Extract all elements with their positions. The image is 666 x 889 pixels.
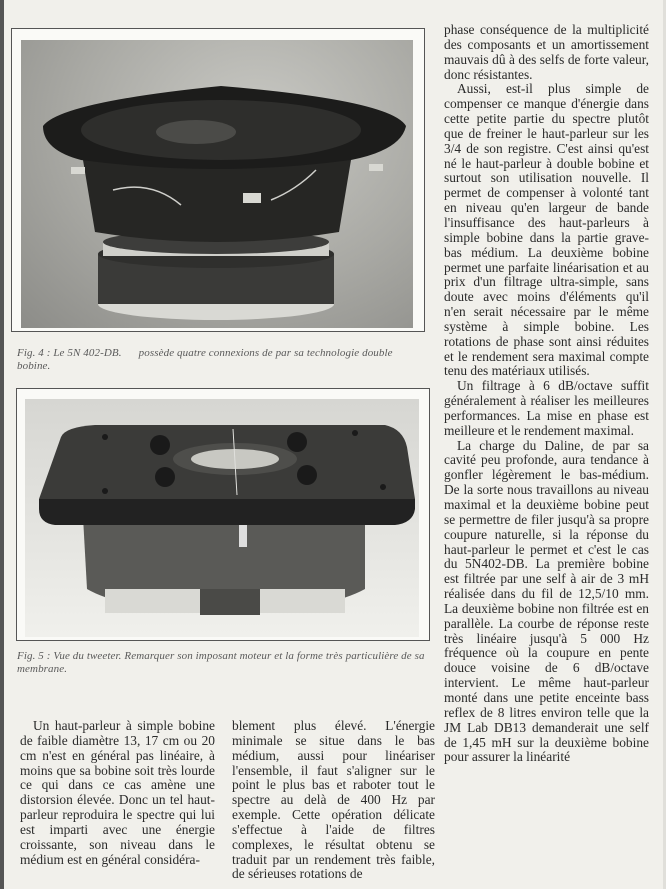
tweeter-photo [25,399,419,637]
text-column-middle [232,719,435,882]
paragraph: blement plus élevé. L'énergie minimale se situe dans le bas médium, aussi pour linéariser l'ensemble, il faut s'aligner sur le point le plus bas et raboter tout le spectre au delà de 400 Hz par exemple. Cette opération délicate s'effectue à l'aide de filtres complexes, le résultat obtenu se traduit par un rendement très faible, de sérieuses rotations de [232,718,435,882]
text-column-right [444,23,649,765]
woofer-illustration [21,40,413,328]
woofer-speaker-photo [21,40,413,328]
figure-4-frame [11,28,425,332]
text-column-left [20,719,215,867]
figure-4-caption-label: Fig. 4 : Le 5N 402-DB. [17,347,122,359]
figure-5-caption-label: Fig. 5 : Vue du tweeter. [17,650,122,662]
figure-5-frame [16,388,430,641]
figure-5-caption [17,650,432,675]
paragraph: phase conséquence de la multiplicité des composants et un amortissement mauvais dû à des selfs de forte valeur, donc résistantes. [444,22,649,82]
page-binding-edge [0,0,4,889]
paragraph: Un haut-parleur à simple bobine de faible diamètre 13, 17 cm ou 20 cm n'est en général pas linéaire, à moins que sa bobine soit très lourde ce qui dans ce cas amène une distorsion élevée. Donc un tel haut-parleur reproduira le spectre qui lui est imparti avec une énergie croissante, son niveau dans le médium est en général considéra- [20,718,215,867]
paragraph: Aussi, est-il plus simple de compenser ce manque d'énergie dans cette petite partie du spectre plutôt que de freiner le haut-parleur sur les 3/4 de son registre. C'est ainsi qu'est né le haut-parleur à double bobine et surtout son utilisation nouvelle. Il permet de compenser à volonté tant en niveau qu'en largeur de bande l'insuffisance des haut-parleurs à simple bobine dans la partie grave-bas médium. La deuxième bobine permet une parfaite linéarisation et au prix d'un filtrage ultra-simple, sans doute avec moins d'éléments qu'il n'en serait nécessaire par le même système à simple bobine. Les rotations de phase sont ainsi réduites et le rendement sera maximal compte tenu des matériaux utilisés. [444,81,649,379]
paragraph: Un filtrage à 6 dB/octave suffit généralement à réaliser les meilleures performances. La mise en phase est meilleure et le rendement maximal. [444,378,649,438]
figure-4-caption-text: possède quatre connexions de par sa technologie double bobine. [17,347,393,372]
paragraph: La charge du Daline, de par sa cavité peu profonde, aura tendance à gonfler légèrement le bas-médium. De la sorte nous travaillons au niveau maximal et la deuxième bobine peut se permettre de filer jusqu'à sa propre coupure naturelle, si la réponse du haut-parleur le permet et c'est le cas du 5N402-DB. La première bobine est filtrée par une self à air de 3 mH réalisée dans du fil de 12,5/10 mm. La deuxième bobine non filtrée est en parallèle. La courbe de réponse reste très linéaire jusqu'à 5 000 Hz fréquence où la coupure en pente douce voisine de 6 dB/octave intervient. Le même haut-parleur monté dans une petite enceinte bass reflex de 8 litres environ telle que la JM Lab DB13 demanderait une self de 1,45 mH sur la deuxième bobine pour assurer la linéarité [444,437,649,765]
figure-4-caption [17,347,427,372]
figure-5-caption-text: Remarquer son imposant moteur et la forme très particulière de sa membrane. [17,650,425,675]
tweeter-illustration [25,399,419,637]
